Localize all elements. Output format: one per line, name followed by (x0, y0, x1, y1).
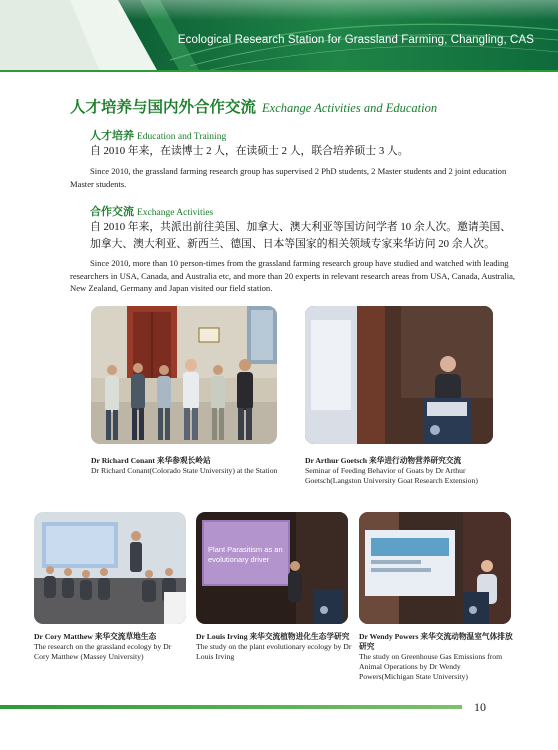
education-title-en: Education and Training (137, 132, 227, 142)
photo-meeting-matthew (34, 512, 186, 624)
photo-lecture-irving (196, 512, 348, 624)
caption-1-title: Dr Richard Conant 来华参观长岭站 (91, 456, 211, 465)
caption-photo-2 (305, 456, 505, 486)
caption-2-title: Dr Arthur Goetsch 来华进行动物营养研究交流 (305, 456, 462, 465)
caption-1-text: Dr Richard Conant(Colorado State University) at the Station (91, 466, 278, 475)
exchange-title (90, 203, 213, 219)
caption-4-title: Dr Louis Irving 来华交流植物进化生态学研究 (196, 632, 350, 641)
caption-photo-4 (196, 632, 352, 662)
caption-5-title: Dr Wendy Powers 来华交流动物温室气体排放研究 (359, 632, 513, 651)
caption-5-text: The study on Greenhouse Gas Emissions from Animal Operations by Dr Wendy Powers(Michigan State University) (359, 652, 503, 681)
photo-group-visit (91, 306, 277, 444)
banner-title: Ecological Research Station for Grassland Farming, Changling, CAS (177, 34, 534, 46)
exchange-text-cn: 自 2010 年来，共派出前往美国、加拿大、澳大利亚等国访问学者 10 余人次。邀请美国、加拿大、澳大利亚、新西兰、德国、日本等国家的相关领域专家来华访问 20 余人次。 (90, 221, 512, 250)
caption-photo-3 (34, 632, 184, 662)
photo-seminar-goetsch (305, 306, 493, 444)
education-title-cn: 人才培养 (90, 130, 134, 142)
exchange-title-en: Exchange Activities (137, 208, 214, 218)
footer-bar (0, 705, 462, 709)
section-title-en: Exchange Activities and Education (262, 101, 438, 115)
caption-photo-1 (91, 456, 289, 476)
caption-4-text: The study on the plant evolutionary ecology by Dr Louis Irving (196, 642, 352, 661)
page-number: 10 (474, 700, 486, 714)
photo-presentation-powers (359, 512, 511, 624)
exchange-text-en: Since 2010, more than 10 person-times from the grassland farming research group have studied and watched with leading researchers in USA, Canada, and Australia etc, and more than 20 experts in relevant research areas from USA, Canada, Australia, New Zealand, Germany and Japan visited our field station. (70, 258, 516, 293)
section-title-cn: 人才培养与国内外合作交流 (70, 99, 257, 116)
slide-text-2: evolutionary driver (208, 555, 270, 564)
header-banner (0, 0, 558, 72)
section-title (70, 95, 437, 117)
caption-photo-5 (359, 632, 513, 682)
exchange-title-cn: 合作交流 (90, 206, 134, 218)
caption-3-text: The research on the grassland ecology by Dr Cory Matthew (Massey University) (34, 642, 172, 661)
caption-2-text: Seminar of Feeding Behavior of Goats by Dr Arthur Goetsch(Langston University Goat Research Extension) (305, 466, 478, 485)
education-text-en: Since 2010, the grassland farming research group has supervised 2 PhD students, 2 Master students and 2 joint education Master students. (70, 166, 507, 189)
slide-text-1: Plant Parasitism as an (208, 545, 283, 554)
education-text-cn: 自 2010 年来，在读博士 2 人，在读硕士 2 人，联合培养硕士 3 人。 (90, 145, 409, 157)
caption-3-title: Dr Cory Matthew 来华交流草地生态 (34, 632, 157, 641)
education-title (90, 127, 226, 143)
